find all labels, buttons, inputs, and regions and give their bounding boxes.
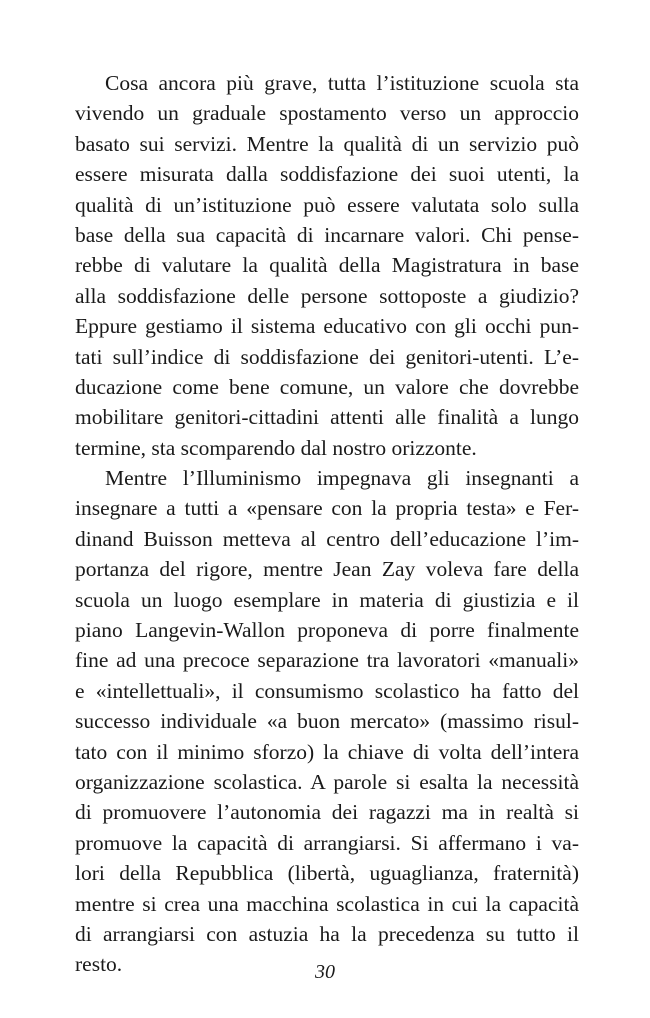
text-line: essere misurata dalla soddisfazione dei suoi utenti, la <box>75 162 579 187</box>
text-line: dinand Buisson metteva al centro dell’educazione l’im- <box>75 526 579 551</box>
text-line: alla soddisfazione delle persone sottoposte a giudizio? <box>75 283 579 308</box>
body-text <box>75 68 579 980</box>
text-line: organizzazione scolastica. A parole si esalta la necessità <box>75 769 579 794</box>
text-line: fine ad una precoce separazione tra lavoratori «manuali» <box>75 648 579 673</box>
text-line: portanza del rigore, mentre Jean Zay voleva fare della <box>75 557 579 582</box>
page-number: 30 <box>315 961 335 983</box>
text-line: qualità di un’istituzione può essere valutata solo sulla <box>75 192 579 217</box>
text-line: Cosa ancora più grave, tutta l’istituzione scuola sta <box>105 71 579 95</box>
text-line: tato con il minimo sforzo) la chiave di volta dell’intera <box>75 739 579 764</box>
text-line: mentre si crea una macchina scolastica in cui la capacità <box>75 891 579 916</box>
text-line: basato sui servizi. Mentre la qualità di un servizio può <box>75 131 579 156</box>
text-line: lori della Repubblica (libertà, uguaglianza, fraternità) <box>75 861 579 886</box>
text-line: Mentre l’Illuminismo impegnava gli insegnanti a <box>105 466 579 491</box>
text-line: rebbe di valutare la qualità della Magistratura in base <box>75 253 579 278</box>
text-line: vivendo un graduale spostamento verso un approccio <box>75 101 579 126</box>
text-line: di promuovere l’autonomia dei ragazzi ma in realtà si <box>75 800 579 825</box>
text-line: resto. <box>75 952 123 977</box>
text-line: tati sull’indice di soddisfazione dei genitori-utenti. L’e- <box>75 344 579 369</box>
paragraph <box>75 68 579 463</box>
text-line: insegnare a tutti a «pensare con la propria testa» e Fer- <box>75 496 579 521</box>
text-line: base della sua capacità di incarnare valori. Chi pense- <box>75 222 579 247</box>
text-line: di arrangiarsi con astuzia ha la precedenza su tutto il <box>75 921 579 946</box>
text-line: termine, sta scomparendo dal nostro orizzonte. <box>75 435 477 460</box>
paragraph <box>75 463 579 980</box>
text-line: scuola un luogo esemplare in materia di giustizia e il <box>75 587 579 612</box>
text-line: Eppure gestiamo il sistema educativo con gli occhi pun- <box>75 314 579 339</box>
text-line: promuove la capacità di arrangiarsi. Si affermano i va- <box>75 830 579 855</box>
text-line: ducazione come bene comune, un valore che dovrebbe <box>75 374 579 399</box>
text-line: mobilitare genitori-cittadini attenti alle finalità a lungo <box>75 405 579 430</box>
text-line: piano Langevin-Wallon proponeva di porre finalmente <box>75 618 579 643</box>
text-line: e «intellettuali», il consumismo scolastico ha fatto del <box>75 678 579 703</box>
text-line: successo individuale «a buon mercato» (massimo risul- <box>75 709 579 734</box>
